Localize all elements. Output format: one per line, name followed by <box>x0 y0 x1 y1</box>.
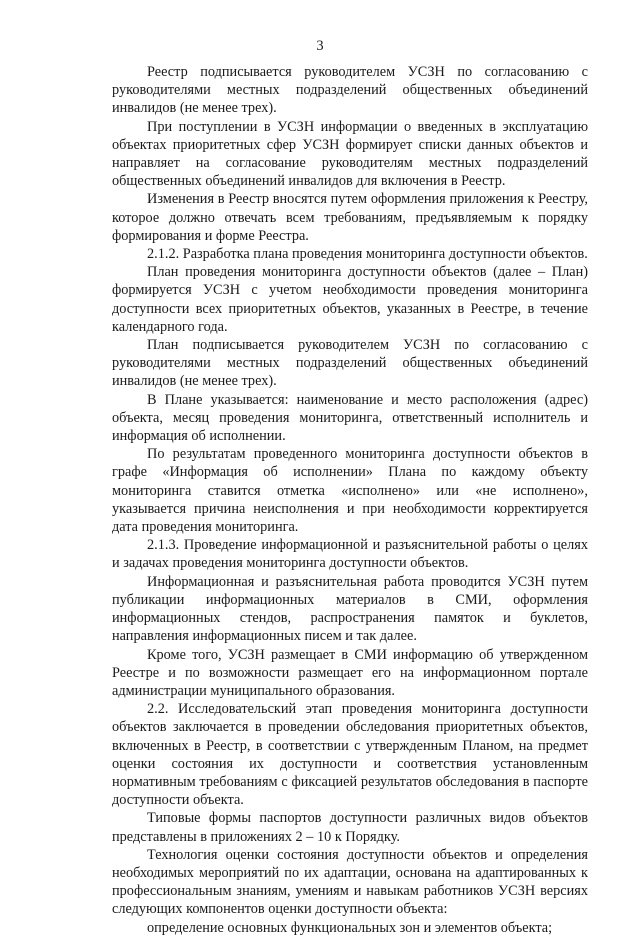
section-heading: 2.1.2. Разработка плана проведения мониторинга доступности объектов. <box>147 246 588 263</box>
paragraph: определение основных функциональных зон и элементов объекта; <box>147 919 553 936</box>
paragraph: Типовые формы паспортов доступности различных видов объектов представлены в приложениях 2 – 10 к Порядку. <box>112 810 588 845</box>
paragraph: Кроме того, УСЗН размещает в СМИ информацию об утвержденном Реестре и по возможности размещает его на информационном портале администрации муниципального образования. <box>112 646 588 699</box>
paragraph: Информационная и разъяснительная работа проводится УСЗН путем публикации информационных материалов в СМИ, оформления информационных стендов, распространения памяток и буклетов, направления информационных писем и так далее. <box>112 573 588 645</box>
paragraph: Изменения в Реестр вносятся путем оформления приложения к Реестру, которое должно отвечать всем требованиям, предъявляемым к порядку формирования и форме Реестра. <box>112 191 588 244</box>
paragraph: План проведения мониторинга доступности объектов (далее – План) формируется УСЗН с учетом необходимости проведения мониторинга доступности всех приоритетных объектов, указанных в Реестре, в течение календарного года. <box>112 264 588 335</box>
paragraph: Реестр подписывается руководителем УСЗН по согласованию с руководителями местных подразделений общественных объединений инвалидов (не менее трех). <box>112 64 588 117</box>
paragraph: План подписывается руководителем УСЗН по согласованию с руководителями местных подразделений общественных объединений инвалидов (не менее трех). <box>112 337 588 390</box>
body-text <box>112 63 588 937</box>
paragraph: По результатам проведенного мониторинга доступности объектов в графе «Информация об исполнении» Плана по каждому объекту мониторинга ставится отметка «исполнено» или «не исполнено», указывается причина неисполнения и при необходимости корректируется дата проведения мониторинга. <box>112 446 588 536</box>
paragraph: Технология оценки состояния доступности объектов и определения необходимых мероприятий по их адаптации, основана на адаптированных к профессиональным знаниям, умениям и навыкам работников УСЗН версиях следующих компонентов оценки доступности объекта: <box>112 846 588 918</box>
paragraph: В Плане указывается: наименование и место расположения (адрес) объекта, месяц проведения мониторинга, ответственный исполнитель и информация об исполнении. <box>112 391 588 445</box>
page-number: 3 <box>316 38 324 54</box>
section-heading: 2.1.3. Проведение информационной и разъяснительной работы о целях и задачах проведения мониторинга доступности объектов. <box>112 537 588 572</box>
paragraph: При поступлении в УСЗН информации о введенных в эксплуатацию объектах приоритетных сфер УСЗН формирует списки данных объектов и направляет на согласование руководителям местных подразделений общественных объединений инвалидов для включения в Реестр. <box>112 118 588 190</box>
section-heading: 2.2. Исследовательский этап проведения мониторинга доступности объектов заключается в проведении обследования приоритетных объектов, включенных в Реестр, в соответствии с утвержденным Планом, на предмет оценки состояния их доступности и соответствия установленным нормативным требованиям с фиксацией результатов обследования в паспорте доступности объекта. <box>112 701 588 809</box>
